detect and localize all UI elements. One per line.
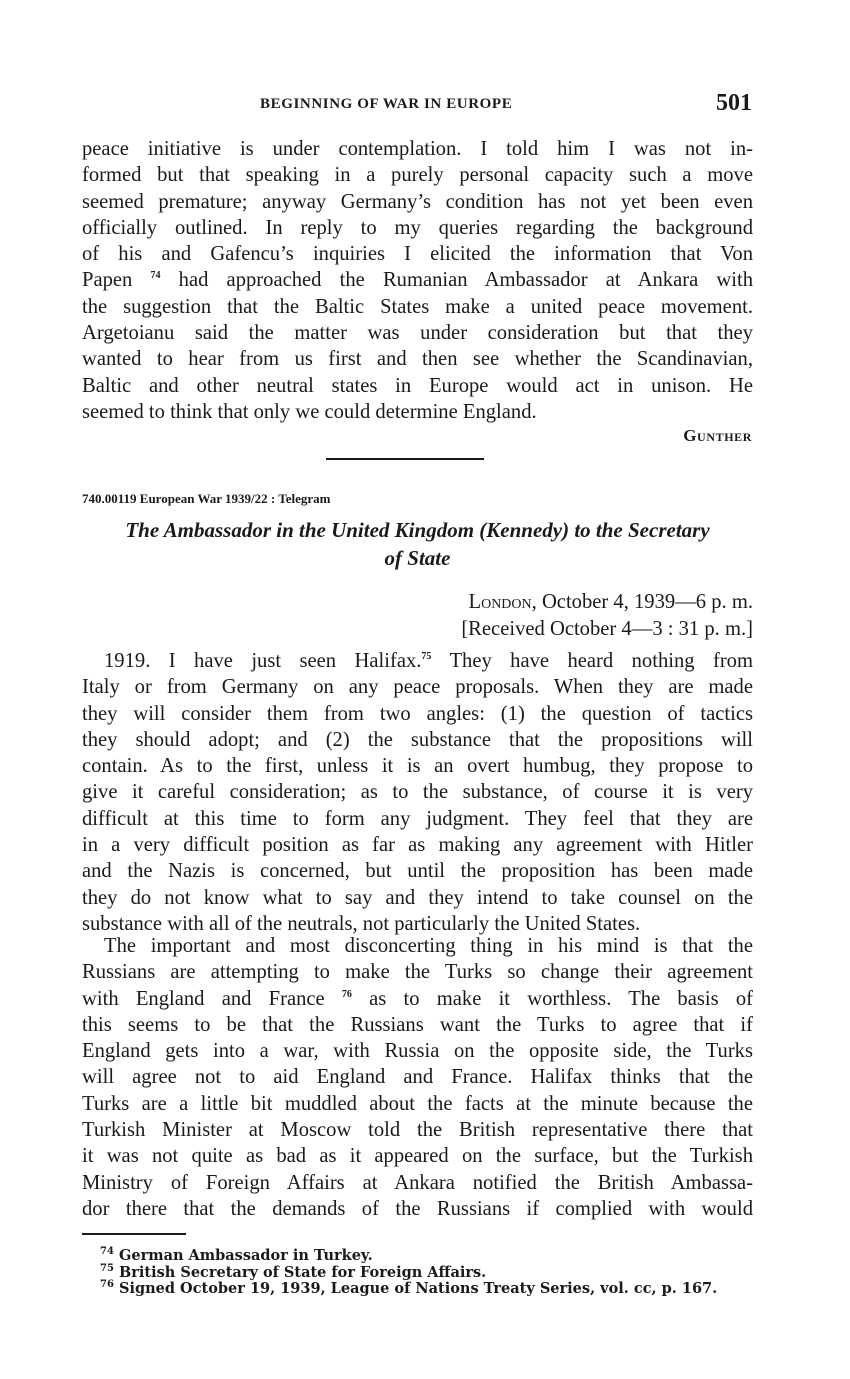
text-line: will agree not to aid England and France. Halifax thinks that the [82, 1066, 753, 1089]
footnote-mark: 74 [100, 1246, 114, 1258]
footnote-ref-75: 75 [421, 651, 432, 663]
text-line: Ministry of Foreign Affairs at Ankara notified the British Ambassa- [82, 1171, 753, 1194]
text-fragment: 1919. I have just seen Halifax. [104, 650, 422, 672]
text-line: substance with all of the neutrals, not particularly the United States. [82, 912, 641, 935]
text-line: they do not know what to say and they intend to take counsel on the [82, 886, 753, 909]
footnote-rule [82, 1233, 186, 1235]
text-line: contain. As to the first, unless it is an overt humbug, they propose to [82, 755, 753, 778]
footnote-mark: 75 [100, 1262, 114, 1274]
text-line: Turks are a little bit muddled about the facts at the minute because the [82, 1092, 753, 1115]
telegram-paragraph-2 [82, 933, 753, 1222]
dateline [400, 591, 753, 614]
text-line: and the Nazis is concerned, but until the proposition has been made [82, 860, 753, 883]
received-line: [Received October 4—3 : 31 p. m.] [461, 618, 753, 640]
text-line: they should adopt; and (2) the substance that the propositions will [82, 728, 753, 751]
title-line: The Ambassador in the United Kingdom (Kennedy) to the Secretary [125, 518, 710, 542]
title-line: of State [384, 546, 451, 570]
footnote-mark: 76 [100, 1279, 114, 1291]
footnotes [100, 1248, 717, 1298]
text-line: it was not quite as bad as it appeared on the surface, but the Turkish [82, 1145, 753, 1168]
page-number: 501 [716, 90, 752, 116]
continued-paragraph [82, 136, 753, 425]
text-line: Italy or from Germany on any peace proposals. When they are made [82, 676, 753, 699]
footnote-text: Signed October 19, 1939, League of Nations Treaty Series, vol. cc, p. 167. [118, 1280, 718, 1297]
text-line: Baltic and other neutral states in Europe would act in unison. He [82, 374, 753, 397]
telegram-paragraph-1 [82, 648, 753, 937]
footnote-ref-74: 74 [150, 270, 161, 282]
text-line: Russians are attempting to make the Turks so change their agreement [82, 961, 753, 984]
text-line: seemed premature; anyway Germany’s condition has not yet been even [82, 190, 753, 213]
text-fragment: They have heard nothing from [431, 650, 753, 672]
document-title [82, 516, 753, 572]
text-line: dor there that the demands of the Russians if complied with would [82, 1197, 753, 1220]
dateline-place: London [468, 591, 532, 613]
text-line: wanted to hear from us first and then see whether the Scandinavian, [82, 348, 753, 371]
text-line: England gets into a war, with Russia on the opposite side, the Turks [82, 1040, 753, 1063]
text-fragment: had approached the Rumanian Ambassador at Ankara with [160, 269, 753, 292]
footnote-75 [100, 1262, 717, 1282]
text-line: formed but that speaking in a purely personal capacity such a move [82, 164, 753, 187]
text-fragment: Papen [82, 269, 133, 292]
text-line: in a very difficult position as far as making any agreement with Hitler [82, 834, 753, 857]
text-line [82, 267, 753, 293]
footnote-ref-76: 76 [341, 988, 352, 1000]
running-title: BEGINNING OF WAR IN EUROPE [260, 96, 513, 112]
footnote-76 [100, 1281, 717, 1298]
text-line: peace initiative is under contemplation. I told him I was not in- [82, 138, 753, 160]
text-line: they will consider them from two angles: (1) the question of tactics [82, 702, 753, 725]
text-fragment: with England and France [82, 987, 325, 1010]
text-line: this seems to be that the Russians want the Turks to agree that if [82, 1013, 753, 1036]
text-line: the suggestion that the Baltic States make a united peace movement. [82, 295, 753, 318]
text-fragment: as to make it worthless. The basis of [351, 987, 753, 1010]
text-line: seemed to think that only we could determine England. [82, 400, 537, 423]
footnote-74 [100, 1248, 717, 1265]
text-line: of his and Gafencu’s inquiries I elicited the information that Von [82, 243, 753, 266]
text-line: Turkish Minister at Moscow told the British representative there that [82, 1119, 753, 1142]
text-line [82, 986, 753, 1012]
footnote-text: German Ambassador in Turkey. [118, 1247, 373, 1264]
text-line: give it careful consideration; as to the substance, of course it is very [82, 781, 753, 804]
text-line: officially outlined. In reply to my queries regarding the background [82, 216, 753, 239]
footnote-text: British Secretary of State for Foreign Affairs. [118, 1263, 487, 1281]
signature-gunther: Gunther [683, 426, 752, 445]
text-line: The important and most disconcerting thing in his mind is that the [104, 935, 753, 957]
running-header [82, 90, 752, 116]
dateline-date: , October 4, 1939—6 p. m. [531, 591, 753, 613]
file-reference: 740.00119 European War 1939/22 : Telegram [82, 491, 331, 506]
text-line: difficult at this time to form any judgment. They feel that they are [82, 807, 753, 830]
text-line: Argetoianu said the matter was under consideration but that they [82, 322, 753, 345]
section-divider [326, 458, 484, 460]
text-line [82, 648, 753, 674]
